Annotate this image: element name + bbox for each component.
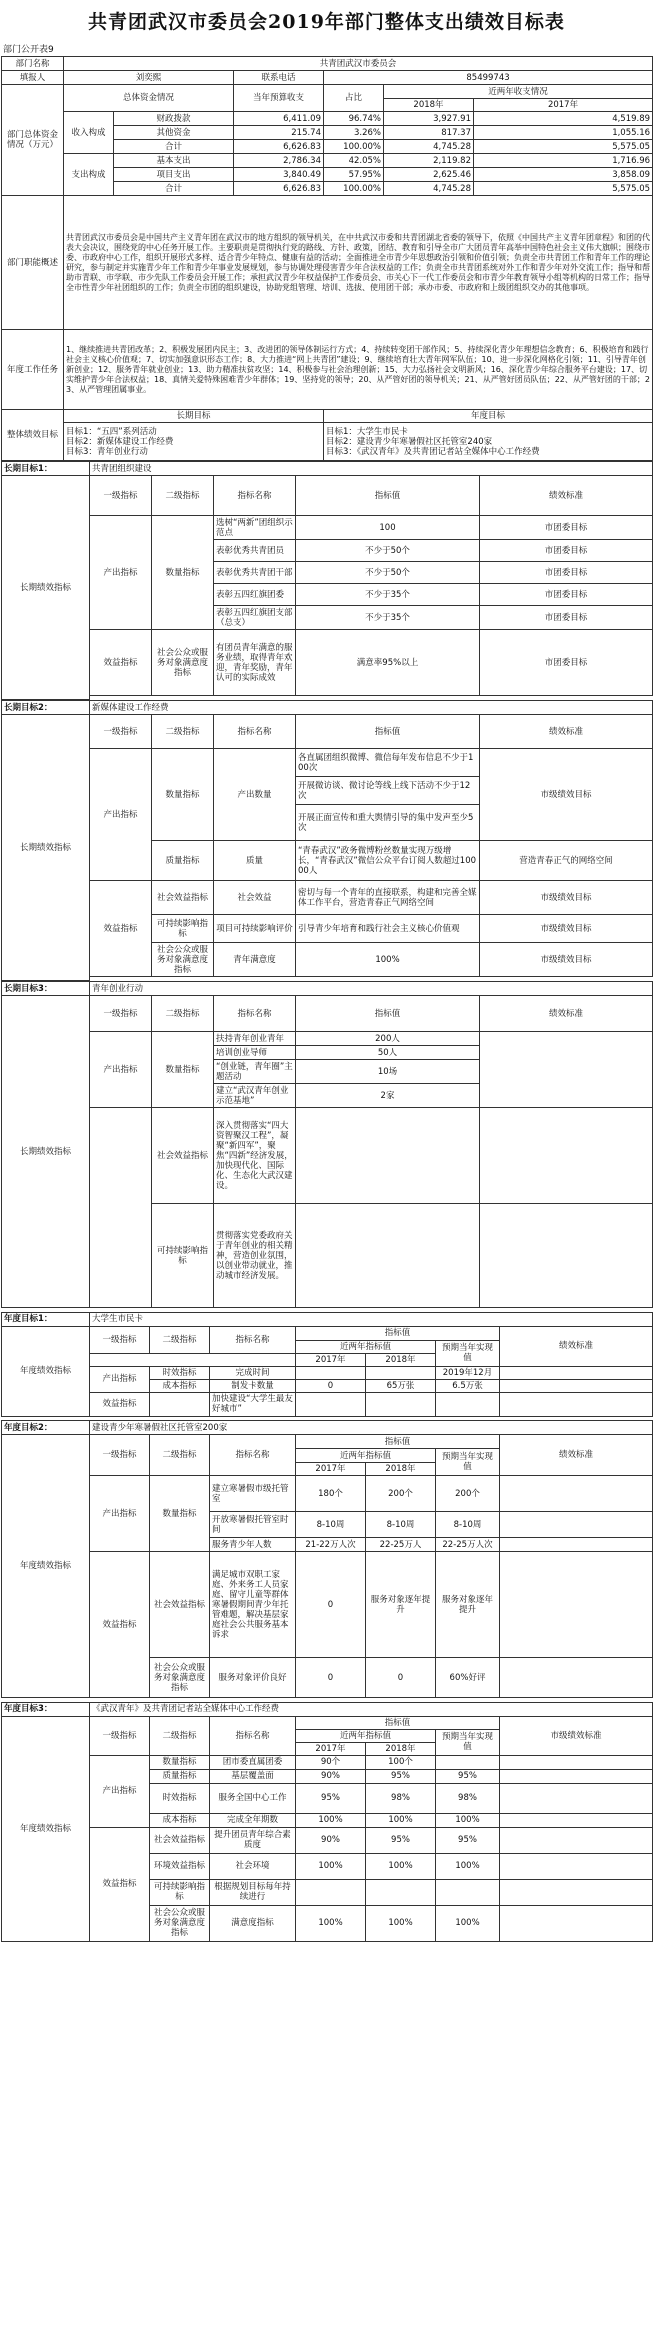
fund-budget: 2,786.34 <box>234 154 324 168</box>
indicator-value: 满意率95%以上 <box>296 630 480 696</box>
long-goal-2-table <box>1 700 653 981</box>
fund-budget: 6,626.83 <box>234 140 324 154</box>
indicator-2018: 65万张 <box>366 1379 436 1392</box>
phone-label: 联系电话 <box>234 71 324 85</box>
col-std: 绩效标准 <box>500 1435 653 1476</box>
indicator-predict: 22-25万人次 <box>436 1538 500 1552</box>
quantity-label: 数量指标 <box>150 1755 210 1769</box>
output-label: 产出指标 <box>90 749 152 881</box>
col-lvl3: 指标名称 <box>214 996 296 1032</box>
quality-label: 质量指标 <box>152 841 214 881</box>
col-lvl3: 指标名称 <box>214 715 296 749</box>
indicator-std <box>500 1538 653 1552</box>
effect-label: 效益指标 <box>90 1552 150 1698</box>
annual-tasks-text: 1、继续推进共青团改革；2、积极发展团内民主；3、改进团的领导体制运行方式；4、持续转变团干部作风；5、持续深化青少年理想信念教育；6、积极培育和践行社会主义核心价值观；7、切实加强意识形态工作；8、大力推进“网上共青团”建设；9、继续培育壮大青年网军队伍；10、进一步深化网格化引领；11、引导青年创新创业；12、服务青年就业创业；13、助力精准扶贫攻坚；14、积极参与社会治理创新；15、大力弘扬社会文明新风；16、深化青少年综合服务平台建设；17、切实维护青少年合法权益；18、真情关爱特殊困难青少年群体；19、坚持党的领导；20、从严管好团的领导机关；21、从严管好团员队伍；22、从严管好团的干部；23、从严管理团属事业。 <box>64 330 653 410</box>
col-budget: 当年预算收支 <box>234 85 324 112</box>
indicator-2017: 0 <box>296 1379 366 1392</box>
indicator-std <box>500 1853 653 1879</box>
fund-2018: 3,927.91 <box>384 112 474 126</box>
long-goal-header: 长期目标 <box>64 410 324 423</box>
fund-2018: 817.37 <box>384 126 474 140</box>
annual-goal-item: 目标1：大学生市民卡 <box>326 426 408 437</box>
col-val: 指标值 <box>296 1326 500 1340</box>
indicator-2017: 90个 <box>296 1755 366 1769</box>
col-total: 总体资金情况 <box>64 85 234 112</box>
indicator-std <box>500 1552 653 1658</box>
section-title: 《武汉青年》及共青团记者站全媒体中心工作经费 <box>90 1702 653 1716</box>
annual-goal-2-table <box>1 1420 653 1702</box>
indicator-2018: 服务对象逐年提升 <box>366 1552 436 1658</box>
overview-label: 部门职能概述 <box>2 196 64 330</box>
indicator-2017: 100% <box>296 1905 366 1941</box>
col-std: 市级绩效标准 <box>500 1716 653 1755</box>
indicator-predict: 200个 <box>436 1476 500 1512</box>
indicator-predict: 100% <box>436 1813 500 1827</box>
indicator-2018 <box>366 1879 436 1905</box>
filler-value: 刘奕熙 <box>64 71 234 85</box>
col-lvl2: 二级指标 <box>150 1435 210 1476</box>
indicator-name: 满意度指标 <box>210 1905 296 1941</box>
col-lvl2: 二级指标 <box>150 1716 210 1755</box>
perf-label: 长期绩效指标 <box>2 996 90 1308</box>
indicator-name: 有团员青年满意的服务业绩，取得青年欢迎，青年奖励，青年认可的实际成效 <box>214 630 296 696</box>
section-title: 新媒体建设工作经费 <box>90 701 653 715</box>
indicator-std <box>500 1379 653 1392</box>
indicator-name: 团市委直属团委 <box>210 1755 296 1769</box>
indicator-2018: 100% <box>366 1853 436 1879</box>
indicator-value: 开展正面宣传和重大舆情引导的集中发声至少5次 <box>296 805 480 841</box>
indicator-name: 深入贯彻落实“四大资智聚汉工程”，凝聚“新四军”，聚焦“四新”经济发展，加快现代化、国际化、生态化大武汉建设。 <box>214 1108 296 1204</box>
indicator-2017: 90% <box>296 1827 366 1853</box>
indicator-2018: 100个 <box>366 1755 436 1769</box>
indicator-2017: 8-10周 <box>296 1512 366 1538</box>
section-label: 年度目标1： <box>2 1312 90 1326</box>
indicator-name: 选树“两新”团组织示范点 <box>214 516 296 540</box>
indicator-2017 <box>296 1879 366 1905</box>
long-goal-3-table <box>1 981 653 1312</box>
col-lvl1: 一级指标 <box>90 996 152 1032</box>
indicator-std <box>500 1392 653 1416</box>
col-ratio: 占比 <box>324 85 384 112</box>
quantity-label: 数量指标 <box>152 516 214 630</box>
section-title: 建设青少年寒暑假社区托管室200家 <box>90 1421 653 1435</box>
overall-goal-label: 整体绩效目标 <box>2 410 64 461</box>
effect-lvl2 <box>150 1392 210 1416</box>
indicator-name: 完成时间 <box>210 1366 296 1379</box>
indicator-std <box>500 1755 653 1769</box>
indicator-std <box>500 1658 653 1698</box>
fund-ratio: 42.05% <box>324 154 384 168</box>
indicator-name: 产出数量 <box>214 749 296 841</box>
fund-2017: 5,575.05 <box>474 140 653 154</box>
indicator-2017: 95% <box>296 1783 366 1813</box>
indicator-value: 50人 <box>296 1046 480 1060</box>
social-label: 社会效益指标 <box>150 1552 210 1658</box>
col-lvl3: 指标名称 <box>214 476 296 516</box>
section-label: 长期目标2： <box>2 701 90 715</box>
indicator-2017 <box>296 1392 366 1416</box>
output-label: 产出指标 <box>90 1476 150 1552</box>
indicator-name: 建立寒暑假市级托管室 <box>210 1476 296 1512</box>
indicator-predict: 95% <box>436 1827 500 1853</box>
indicator-std <box>500 1905 653 1941</box>
col-lvl1: 一级指标 <box>90 1326 150 1353</box>
fund-name: 项目支出 <box>114 168 234 182</box>
annual-goal-1-table <box>1 1312 653 1421</box>
indicator-name: 表彰优秀共青团员 <box>214 540 296 562</box>
indicator-name: 服务全国中心工作 <box>210 1783 296 1813</box>
fund-ratio: 100.00% <box>324 140 384 154</box>
col-lvl1: 一级指标 <box>90 715 152 749</box>
income-label: 收入构成 <box>64 112 114 154</box>
time-label: 时效指标 <box>150 1783 210 1813</box>
indicator-2018: 95% <box>366 1769 436 1783</box>
indicator-predict: 100% <box>436 1853 500 1879</box>
indicator-2017: 100% <box>296 1853 366 1879</box>
col-lvl2: 二级指标 <box>152 715 214 749</box>
col-std: 绩效标准 <box>500 1326 653 1366</box>
col-lvl2: 二级指标 <box>152 476 214 516</box>
col-std: 绩效标准 <box>480 996 653 1032</box>
col-predict: 预期当年实现值 <box>436 1340 500 1366</box>
indicator-name: “创业链，青年圈”主题活动 <box>214 1060 296 1084</box>
indicator-predict: 2019年12月 <box>436 1366 500 1379</box>
indicator-std: 市级绩效目标 <box>480 943 653 977</box>
indicator-std: 市级绩效目标 <box>480 749 653 841</box>
indicator-name: 提升团员青年综合素质度 <box>210 1827 296 1853</box>
indicator-name: 加快建设“大学生最友好城市” <box>210 1392 296 1416</box>
col-lvl3: 指标名称 <box>210 1326 296 1353</box>
dept-label: 部门名称 <box>2 57 64 71</box>
indicator-2017: 180个 <box>296 1476 366 1512</box>
indicator-std <box>500 1827 653 1853</box>
funds-section-label: 部门总体资金情况（万元） <box>2 85 64 196</box>
funds-table <box>1 56 653 461</box>
indicator-name: 表彰优秀共青团干部 <box>214 562 296 584</box>
fund-2018: 4,745.28 <box>384 182 474 196</box>
fund-name: 财政拨款 <box>114 112 234 126</box>
indicator-2017 <box>296 1366 366 1379</box>
col-lvl2: 二级指标 <box>150 1326 210 1353</box>
fund-2017: 1,055.16 <box>474 126 653 140</box>
col-predict: 预期当年实现值 <box>436 1449 500 1476</box>
fund-budget: 215.74 <box>234 126 324 140</box>
fund-ratio: 3.26% <box>324 126 384 140</box>
fund-name: 合计 <box>114 140 234 154</box>
indicator-std: 市级绩效目标 <box>480 881 653 915</box>
annual-goal-3-table <box>1 1702 653 1942</box>
fund-ratio: 100.00% <box>324 182 384 196</box>
sustain-label: 可持续影响指标 <box>152 1204 214 1308</box>
indicator-std <box>480 1032 653 1108</box>
indicator-value: 引导青少年培育和践行社会主义核心价值观 <box>296 915 480 943</box>
section-label: 年度目标2： <box>2 1421 90 1435</box>
fund-ratio: 96.74% <box>324 112 384 126</box>
col-2017: 2017年 <box>296 1742 366 1755</box>
indicator-std: 市团委目标 <box>480 540 653 562</box>
indicator-name: 贯彻落实党委政府关于青年创业的相关精神，营造创业氛围，以创业带动就业，推动城市经济发展。 <box>214 1204 296 1308</box>
indicator-2018 <box>366 1366 436 1379</box>
indicator-2017: 0 <box>296 1658 366 1698</box>
indicator-2018: 100% <box>366 1905 436 1941</box>
col-2017: 2017年 <box>296 1353 366 1366</box>
indicator-std <box>500 1512 653 1538</box>
fund-budget: 6,411.09 <box>234 112 324 126</box>
quantity-label: 数量指标 <box>150 1476 210 1552</box>
section-title: 共青团组织建设 <box>90 462 653 476</box>
section-label: 长期目标3： <box>2 982 90 996</box>
time-label: 时效指标 <box>150 1366 210 1379</box>
indicator-value: 100% <box>296 943 480 977</box>
indicator-2018: 0 <box>366 1658 436 1698</box>
col-lvl3: 指标名称 <box>210 1716 296 1755</box>
indicator-std <box>500 1476 653 1512</box>
indicator-2017: 90% <box>296 1769 366 1783</box>
indicator-predict: 6.5万张 <box>436 1379 500 1392</box>
fund-name: 其他资金 <box>114 126 234 140</box>
indicator-value <box>296 1204 480 1308</box>
long-goal-item: 目标2：新媒体建设工作经费 <box>66 436 174 447</box>
indicator-name: 质量 <box>214 841 296 881</box>
col-2017: 2017年 <box>474 99 653 112</box>
quality-label: 质量指标 <box>150 1769 210 1783</box>
indicator-2017: 100% <box>296 1813 366 1827</box>
indicator-std: 市级绩效目标 <box>480 915 653 943</box>
col-std: 绩效标准 <box>480 476 653 516</box>
indicator-predict: 8-10周 <box>436 1512 500 1538</box>
overview-text: 共青团武汉市委员会是中国共产主义青年团在武汉市的地方组织的领导机关，在中共武汉市委和共青团湖北省委的领导下，依照《中国共产主义青年团章程》和团的代表大会决议，围绕党的中心任务开展工作。主要职责是贯彻执行党的路线、方针、政策，团结、教育和引导全市广大团员青年高举中国特色社会主义伟大旗帜；围绕市委、市政府中心工作，组织开展形式多样、适合青少年特点、健康有益的活动；全面推进全市青少年思想政治引领和价值引领；负责全市共青团工作和青年工作的理论研究，参与制定并实施青少年工作和青少年事业发展规划，参与协调处理侵害青少年合法权益的工作；负责全市共青团系统对外工作和青少年对外交流工作；指导和帮助市青联、市学联、市少先队工作委员会开展工作；承担武汉青少年权益保护工作委员会、市关心下一代工作委员会和市青少年教育领导小组等机构的日常工作；指导全市性青少年社团组织的工作；负责全市团的组织建设，协助党组管理、培训、选拔、使用团干部；承办市委、市政府和上级团组织交办的其他事项。 <box>64 196 653 330</box>
indicator-std <box>500 1879 653 1905</box>
indicator-predict <box>436 1879 500 1905</box>
indicator-2018: 8-10周 <box>366 1512 436 1538</box>
output-label: 产出指标 <box>90 1032 152 1108</box>
indicator-name: 表彰五四红旗团委 <box>214 584 296 606</box>
fund-2018: 2,119.82 <box>384 154 474 168</box>
col-val: 指标值 <box>296 715 480 749</box>
effect-label: 效益指标 <box>90 881 152 977</box>
satisfy-label: 社会公众或服务对象满意度指标 <box>152 943 214 977</box>
satisfy-label: 社会公众或服务对象满意度指标 <box>150 1658 210 1698</box>
expense-label: 支出构成 <box>64 154 114 196</box>
cost-label: 成本指标 <box>150 1379 210 1392</box>
indicator-value: 各直属团组织微博、微信每年发布信息不少于100次 <box>296 749 480 777</box>
perf-label: 年度绩效指标 <box>2 1435 90 1698</box>
fund-ratio: 57.95% <box>324 168 384 182</box>
perf-label: 年度绩效指标 <box>2 1326 90 1416</box>
indicator-name: 项目可持续影响评价 <box>214 915 296 943</box>
indicator-predict: 60%好评 <box>436 1658 500 1698</box>
header-blank <box>90 1353 296 1366</box>
indicator-2017: 0 <box>296 1552 366 1658</box>
indicator-predict: 100% <box>436 1905 500 1941</box>
indicator-value: 200人 <box>296 1032 480 1046</box>
env-label: 环境效益指标 <box>150 1853 210 1879</box>
fund-2017: 4,519.89 <box>474 112 653 126</box>
social-label: 社会效益指标 <box>152 881 214 915</box>
indicator-value: 不少于35个 <box>296 584 480 606</box>
indicator-name: 培训创业导师 <box>214 1046 296 1060</box>
indicator-std <box>500 1783 653 1813</box>
fund-2017: 5,575.05 <box>474 182 653 196</box>
indicator-value: 100 <box>296 516 480 540</box>
col-lvl3: 指标名称 <box>210 1435 296 1476</box>
annual-goal-header: 年度目标 <box>324 410 653 423</box>
quantity-label: 数量指标 <box>152 1032 214 1108</box>
indicator-name: 制发卡数量 <box>210 1379 296 1392</box>
filler-label: 填报人 <box>2 71 64 85</box>
effect-label <box>90 1108 152 1308</box>
indicator-value: 2家 <box>296 1084 480 1108</box>
col-2018: 2018年 <box>384 99 474 112</box>
col-val: 指标值 <box>296 476 480 516</box>
indicator-2018: 22-25万人 <box>366 1538 436 1552</box>
long-goal-item: 目标1：“五四”系列活动 <box>66 426 157 437</box>
annual-goal-list <box>324 423 653 461</box>
fund-2018: 2,625.46 <box>384 168 474 182</box>
fund-2017: 3,858.09 <box>474 168 653 182</box>
indicator-name: 青年满意度 <box>214 943 296 977</box>
sustain-label: 可持续影响指标 <box>152 915 214 943</box>
indicator-name: 表彰五四红旗团支部（总支） <box>214 606 296 630</box>
indicator-std: 市团委目标 <box>480 562 653 584</box>
output-label: 产出指标 <box>90 1366 150 1392</box>
indicator-name: 满足城市双职工家庭、外来务工人员家庭、留守儿童等群体寒暑假期间青少年托管难题，解决基层家庭社会公共服务基本诉求 <box>210 1552 296 1658</box>
fund-budget: 3,840.49 <box>234 168 324 182</box>
col-2018: 2018年 <box>366 1353 436 1366</box>
indicator-2018: 98% <box>366 1783 436 1813</box>
col-predict: 预期当年实现值 <box>436 1729 500 1755</box>
indicator-predict: 95% <box>436 1769 500 1783</box>
indicator-value: 不少于50个 <box>296 540 480 562</box>
indicator-std: 市团委目标 <box>480 584 653 606</box>
indicator-std <box>500 1769 653 1783</box>
indicator-2018: 100% <box>366 1813 436 1827</box>
indicator-name: 服务青少年人数 <box>210 1538 296 1552</box>
fund-2017: 1,716.96 <box>474 154 653 168</box>
spacer <box>90 977 653 981</box>
social-label: 社会效益指标 <box>152 1108 214 1204</box>
indicator-name: 开放寒暑假托管室时间 <box>210 1512 296 1538</box>
long-goal-1-table <box>1 461 653 700</box>
indicator-predict <box>436 1392 500 1416</box>
indicator-name: 服务对象评价良好 <box>210 1658 296 1698</box>
indicator-2018: 95% <box>366 1827 436 1853</box>
effect-label: 效益指标 <box>90 1392 150 1416</box>
col-recent: 近两年指标值 <box>296 1729 436 1742</box>
page-title: 共青团武汉市委员会2019年部门整体支出绩效目标表 <box>88 11 565 33</box>
indicator-predict <box>436 1755 500 1769</box>
cost-label: 成本指标 <box>150 1813 210 1827</box>
indicator-std <box>480 1204 653 1308</box>
indicator-2017: 21-22万人次 <box>296 1538 366 1552</box>
indicator-name: 完成全年期数 <box>210 1813 296 1827</box>
annual-goal-item: 目标2：建设青少年寒暑假社区托管室240家 <box>326 436 493 447</box>
perf-label: 长期绩效指标 <box>2 476 90 700</box>
indicator-value <box>296 1108 480 1204</box>
spacer <box>90 696 653 700</box>
indicator-std: 市团委目标 <box>480 630 653 696</box>
col-recent: 近两年指标值 <box>296 1340 436 1353</box>
indicator-std <box>480 1108 653 1204</box>
quantity-label: 数量指标 <box>152 749 214 841</box>
perf-label: 长期绩效指标 <box>2 715 90 981</box>
dept-value: 共青团武汉市委员会 <box>64 57 653 71</box>
indicator-name: 社会环境 <box>210 1853 296 1879</box>
col-lvl2: 二级指标 <box>152 996 214 1032</box>
indicator-predict: 服务对象逐年提升 <box>436 1552 500 1658</box>
long-goal-item: 目标3：青年创业行动 <box>66 446 148 457</box>
indicator-name: 根据规划目标每年持续进行 <box>210 1879 296 1905</box>
fund-budget: 6,626.83 <box>234 182 324 196</box>
indicator-name: 基层覆盖面 <box>210 1769 296 1783</box>
col-lvl1: 一级指标 <box>90 1716 150 1755</box>
indicator-std <box>500 1813 653 1827</box>
output-label: 产出指标 <box>90 1755 150 1827</box>
indicator-value: 不少于50个 <box>296 562 480 584</box>
indicator-value: 不少于35个 <box>296 606 480 630</box>
indicator-value: 密切与每一个青年的直接联系，构建和完善全媒体工作平台，营造青春正气网络空间 <box>296 881 480 915</box>
col-2018: 2018年 <box>366 1742 436 1755</box>
indicator-std: 营造青春正气的网络空间 <box>480 841 653 881</box>
output-label: 产出指标 <box>90 516 152 630</box>
indicator-value: 10场 <box>296 1060 480 1084</box>
fund-2018: 4,745.28 <box>384 140 474 154</box>
col-lvl1: 一级指标 <box>90 1435 150 1476</box>
long-goal-list <box>64 423 324 461</box>
table-id: 部门公开表9 <box>3 45 54 55</box>
indicator-value: “青春武汉”政务微博粉丝数量实现万级增长，“青春武汉”微信公众平台订阅人数超过10000人 <box>296 841 480 881</box>
effect-label: 效益指标 <box>90 1827 150 1941</box>
indicator-name: 建立“武汉青年创业示范基地” <box>214 1084 296 1108</box>
section-title: 青年创业行动 <box>90 982 653 996</box>
indicator-2018 <box>366 1392 436 1416</box>
col-val: 指标值 <box>296 996 480 1032</box>
fund-name: 基本支出 <box>114 154 234 168</box>
section-title: 大学生市民卡 <box>90 1312 653 1326</box>
annual-tasks-label: 年度工作任务 <box>2 330 64 410</box>
indicator-predict: 98% <box>436 1783 500 1813</box>
social-label: 社会效益指标 <box>150 1827 210 1853</box>
col-2017: 2017年 <box>296 1463 366 1476</box>
col-lvl1: 一级指标 <box>90 476 152 516</box>
indicator-std <box>500 1366 653 1379</box>
indicator-name: 社会效益 <box>214 881 296 915</box>
col-val: 指标值 <box>296 1435 500 1449</box>
col-val: 指标值 <box>296 1716 500 1729</box>
annual-goal-item: 目标3：《武汉青年》及共青团记者站全媒体中心工作经费 <box>326 446 540 457</box>
col-recent: 近两年指标值 <box>296 1449 436 1463</box>
col-std: 绩效标准 <box>480 715 653 749</box>
section-label: 年度目标3： <box>2 1702 90 1716</box>
indicator-2018: 200个 <box>366 1476 436 1512</box>
perf-label: 年度绩效指标 <box>2 1716 90 1941</box>
satisfy-label: 社会公众或服务对象满意度指标 <box>150 1905 210 1941</box>
effect-label: 效益指标 <box>90 630 152 696</box>
satisfy-label: 社会公众或服务对象满意度指标 <box>152 630 214 696</box>
section-label: 长期目标1： <box>2 462 90 476</box>
sustain-label: 可持续影响指标 <box>150 1879 210 1905</box>
indicator-std: 市团委目标 <box>480 606 653 630</box>
indicator-name: 扶持青年创业青年 <box>214 1032 296 1046</box>
phone-value: 85499743 <box>324 71 653 85</box>
col-recent: 近两年收支情况 <box>384 85 653 99</box>
col-2018: 2018年 <box>366 1463 436 1476</box>
indicator-std: 市团委目标 <box>480 516 653 540</box>
fund-name: 合计 <box>114 182 234 196</box>
indicator-value: 开展微访谈、微讨论等线上线下活动不少于12次 <box>296 777 480 805</box>
